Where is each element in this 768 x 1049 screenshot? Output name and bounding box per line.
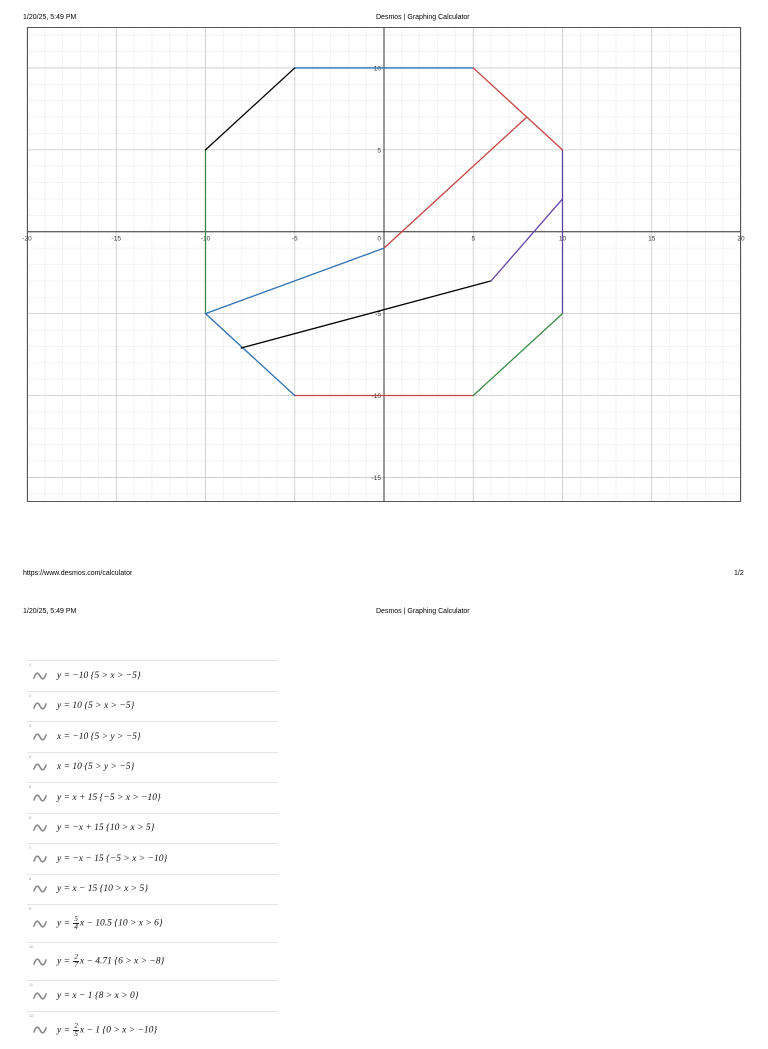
y-tick-label: 10: [373, 65, 381, 73]
expression-formula[interactable]: [57, 884, 148, 894]
x-tick-label: -20: [22, 235, 32, 243]
expression-row[interactable]: [27, 721, 278, 752]
expression-formula[interactable]: [57, 732, 141, 742]
wave-icon[interactable]: [30, 671, 50, 681]
wave-icon[interactable]: [30, 957, 50, 967]
x-tick-label: -5: [291, 235, 298, 243]
formula-text: x − 1 {0 > x > −10}: [79, 1025, 158, 1036]
graph-canvas[interactable]: [22, 27, 745, 502]
y-tick-label: -15: [371, 474, 381, 482]
wave-icon[interactable]: [30, 823, 50, 833]
expression-number: 2: [29, 692, 32, 698]
wave-icon[interactable]: [30, 919, 50, 929]
wave-icon[interactable]: [30, 1025, 50, 1035]
fraction-numerator: 2: [74, 1021, 78, 1030]
expression-number: 10: [29, 944, 34, 949]
expression-number: 7: [29, 845, 32, 850]
y-tick-label: -5: [375, 311, 381, 319]
x-tick-label: 0: [377, 235, 381, 243]
page1-footer-url[interactable]: https://www.desmos.com/calculator: [23, 570, 133, 577]
page2-header-date: 1/20/25, 5:49 PM: [23, 608, 77, 615]
expression-number: 1: [29, 662, 32, 667]
green-segment: [473, 314, 562, 396]
expression-row[interactable]: [27, 874, 278, 905]
x-tick-label: 5: [471, 235, 476, 243]
formula-text: y = −x − 15 {−5 > x > −10}: [57, 853, 168, 864]
blue-segment: [206, 314, 295, 396]
black-segment: [206, 68, 295, 150]
wave-icon[interactable]: [30, 991, 50, 1001]
expression-row[interactable]: [27, 980, 278, 1011]
fraction: [73, 954, 79, 969]
expression-formula[interactable]: [57, 701, 134, 711]
page1-header-date: 1/20/25, 5:49 PM: [23, 14, 77, 21]
wave-icon[interactable]: [30, 884, 50, 894]
expression-row[interactable]: [27, 1011, 278, 1049]
formula-text: y =: [57, 1025, 73, 1036]
expression-row[interactable]: [27, 904, 278, 942]
expression-formula[interactable]: [57, 954, 164, 969]
expression-number: 4: [29, 753, 32, 759]
fraction-numerator: 2: [74, 953, 78, 961]
formula-text: y = x + 15 {−5 > x > −10}: [57, 792, 161, 803]
expression-formula[interactable]: [57, 793, 161, 803]
expression-formula[interactable]: [57, 991, 139, 1001]
x-tick-label: 15: [648, 235, 656, 243]
x-tick-label: 20: [737, 235, 745, 243]
expression-formula[interactable]: [57, 823, 154, 833]
wave-icon[interactable]: [30, 854, 50, 864]
expression-formula[interactable]: [57, 671, 141, 681]
expression-row[interactable]: [27, 813, 278, 844]
expression-row[interactable]: [27, 752, 278, 783]
expression-formula[interactable]: [57, 1023, 157, 1038]
formula-text: x = −10 {5 > y > −5}: [57, 731, 141, 742]
expression-number: 5: [29, 784, 32, 789]
expression-list: [27, 660, 278, 1049]
wave-icon[interactable]: [30, 793, 50, 803]
formula-text: y = x − 1 {8 > x > 0}: [57, 990, 139, 1001]
formula-text: y = 10 {5 > x > −5}: [57, 701, 135, 712]
x-tick-label: 10: [558, 235, 567, 243]
fraction-denominator: 5: [74, 1029, 78, 1038]
x-tick-label: -15: [111, 235, 121, 243]
expression-number: 3: [29, 723, 32, 728]
expression-formula[interactable]: [57, 916, 163, 931]
expression-row[interactable]: [27, 843, 278, 874]
expression-number: 8: [29, 875, 32, 881]
expression-formula[interactable]: [57, 762, 134, 772]
wave-icon[interactable]: [30, 762, 50, 772]
expression-row[interactable]: [27, 782, 278, 813]
expression-formula[interactable]: [57, 854, 167, 864]
expression-number: 11: [29, 982, 34, 987]
formula-text: x − 10.5 {10 > x > 6}: [79, 918, 163, 929]
formula-text: y = −x + 15 {10 > x > 5}: [57, 823, 155, 834]
formula-text: y =: [57, 918, 73, 929]
red-segment: [473, 68, 562, 150]
expression-row[interactable]: [27, 942, 278, 980]
fraction: [73, 1023, 79, 1038]
expression-number: 9: [29, 906, 32, 911]
expression-number: 12: [29, 1012, 34, 1018]
expression-number: 6: [29, 814, 32, 820]
wave-icon[interactable]: [30, 701, 50, 711]
x-tick-label: -10: [200, 235, 211, 243]
fraction: [73, 916, 79, 931]
wave-icon[interactable]: [30, 732, 50, 742]
y-tick-label: -10: [371, 393, 381, 401]
formula-text: y = −10 {5 > x > −5}: [57, 670, 141, 681]
page1-header-title: Desmos | Graphing Calculator: [376, 14, 470, 21]
page2-header-title: Desmos | Graphing Calculator: [376, 608, 470, 615]
formula-text: y = x − 15 {10 > x > 5}: [57, 884, 149, 895]
page1-footer-page-number: 1/2: [734, 570, 744, 577]
fraction-denominator: 7: [74, 961, 78, 969]
y-tick-label: 5: [377, 147, 381, 155]
fraction-numerator: 5: [74, 915, 78, 923]
formula-text: y =: [57, 956, 73, 967]
formula-text: x = 10 {5 > y > −5}: [57, 762, 135, 773]
expression-row[interactable]: [27, 660, 278, 691]
fraction-denominator: 4: [74, 923, 78, 931]
expression-row[interactable]: [27, 691, 278, 722]
formula-text: x − 4.71 {6 > x > −8}: [79, 956, 165, 967]
